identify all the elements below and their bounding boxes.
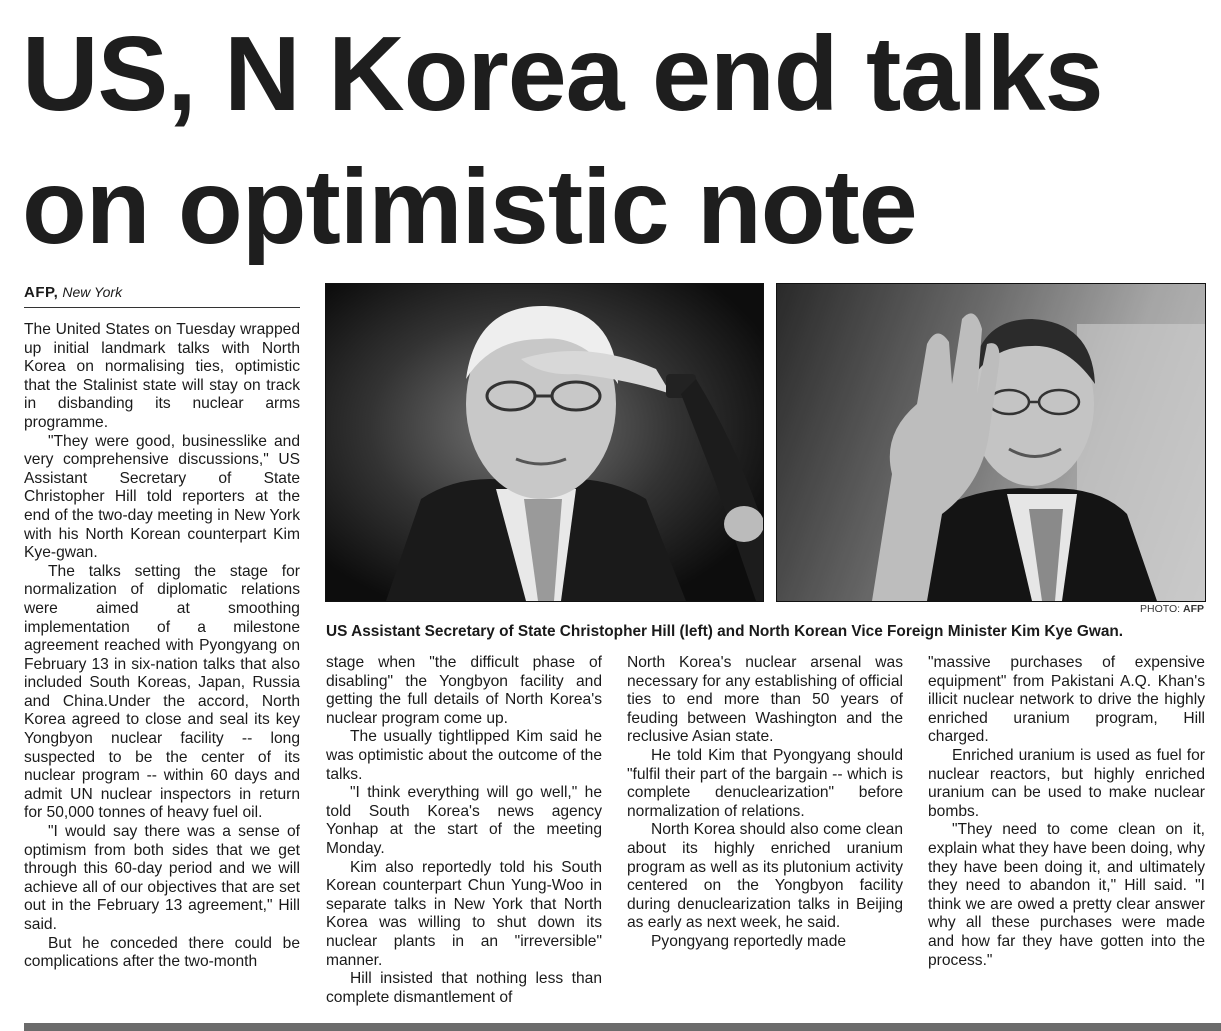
paragraph: "I think everything will go well," he told South Korea's news agency Yonhap at the start of the meeting Monday. <box>326 784 602 857</box>
paragraph: "They need to come clean on it, explain what they have been doing, why they have been doing it, and ultimately they need to abandon it," Hill said. "I think we are owed a pretty clear answer why all these purchases were made and how far they have gotten into the process." <box>928 821 1205 969</box>
paragraph: "massive purchases of expensive equipment" from Pakistani A.Q. Khan's illicit nuclear network to drive the highly enriched uranium program, Hill charged. <box>928 654 1205 746</box>
paragraph: Hill insisted that nothing less than complete dismantlement of <box>326 970 602 1006</box>
paragraph: stage when "the difficult phase of disabling" the Yongbyon facility and getting the full details of North Korea's nuclear program come up. <box>326 654 602 727</box>
article-column-2 <box>326 654 602 1007</box>
byline-location: New York <box>62 284 123 300</box>
paragraph: The United States on Tuesday wrapped up initial landmark talks with North Korea on normalising ties, optimistic that the Stalinist state will stay on track in disbanding its nuclear arms programme. <box>24 321 300 431</box>
article-column-4 <box>928 654 1205 970</box>
paragraph: Enriched uranium is used as fuel for nuclear reactors, but highly enriched uranium can be used to make nuclear bombs. <box>928 746 1205 820</box>
byline-source: AFP, <box>24 284 59 301</box>
paragraph: Pyongyang reportedly made <box>651 932 847 950</box>
article-column-1 <box>24 321 300 972</box>
photo-christopher-hill <box>325 283 764 602</box>
article-column-3 <box>627 654 903 952</box>
paragraph: North Korea's nuclear arsenal was necessary for any establishing of official ties to end more than 50 years of feuding between Washington and the reclusive Asian state. <box>627 654 903 746</box>
photo-credit-source: AFP <box>1183 603 1204 615</box>
paragraph: He told Kim that Pyongyang should "fulfil their part of the bargain -- which is complete denuclearization" before normalization of relations. <box>627 746 903 820</box>
photo-caption: US Assistant Secretary of State Christopher Hill (left) and North Korean Vice Foreign Minister Kim Kye Gwan. <box>326 623 1124 640</box>
photo-credit-label: PHOTO: <box>1140 603 1181 615</box>
bottom-rule <box>24 1023 1221 1031</box>
paragraph: The usually tightlipped Kim said he was optimistic about the outcome of the talks. <box>326 728 602 783</box>
paragraph: The talks setting the stage for normalization of diplomatic relations were aimed at smoothing implementation of a milestone agreement reached with Pyongyang on February 13 in six-nation talks that also included South Koreas, Japan, Russia and China.Under the accord, North Korea agreed to close and seal its key Yongbyon nuclear facility -- long suspected to be the center of its nuclear program -- within 60 days and admit UN nuclear inspectors in return for 50,000 tonnes of heavy fuel oil. <box>24 562 300 822</box>
headline <box>22 8 1212 274</box>
photo-hill-illustration <box>326 284 763 601</box>
paragraph: Kim also reportedly told his South Korean counterpart Chun Yung-Woo in separate talks in New York that North Korea was willing to shut down its nuclear plants in an "irreversible" manner. <box>326 858 602 969</box>
paragraph: North Korea should also come clean about its highly enriched uranium program as well as its plutonium activity centered on the Yongbyon facility during denuclearization talks in Beijing as early as next week, he said. <box>627 821 903 932</box>
paragraph: "I would say there was a sense of optimism from both sides that we get through this 60-day period and we will achieve all of our objectives that are set out in the February 13 agreement," Hill said. <box>24 823 300 933</box>
paragraph: "They were good, businesslike and very comprehensive discussions," US Assistant Secretary of State Christopher Hill told reporters at the end of the two-day meeting in New York with his North Korean counterpart Kim Kye-gwan. <box>24 432 300 562</box>
photo-kim-kye-gwan <box>776 283 1206 602</box>
byline <box>24 282 300 308</box>
photo-kim-illustration <box>777 284 1205 601</box>
photo-credit <box>1060 603 1204 615</box>
headline-line-2: on optimistic note <box>22 148 917 266</box>
paragraph: But he conceded there could be complications after the two-month <box>24 934 300 971</box>
headline-line-1: US, N Korea end talks <box>22 15 1103 133</box>
